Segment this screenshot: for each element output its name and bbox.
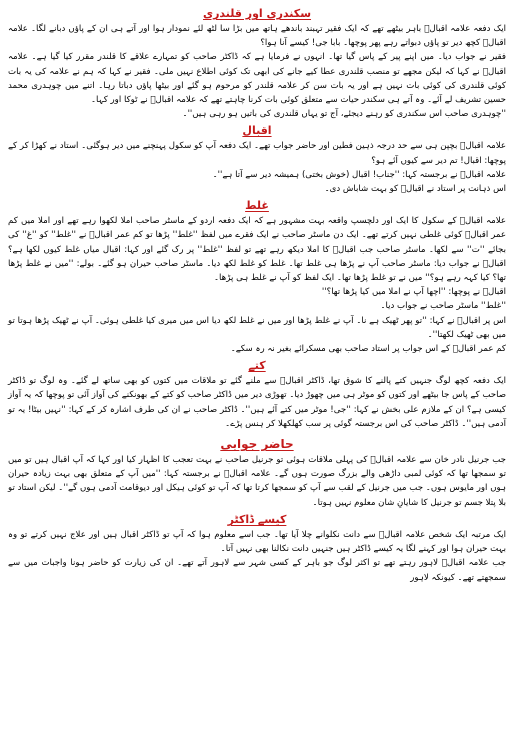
paragraph: ایک دفعہ علامہ اقبالؒ باہر بیٹھے تھے کہ ایک فقیر تہبند باندھے ہاتھ میں بڑا سا لٹھ لئے نمودار ہوا اور آتے ہی ان کے پاؤں دبانے لگا۔ علامہ اقبالؒ کچھ دیر تو پاؤں دبواتے رہے پھر پوچھا۔ بابا جی! کیسے آنا ہوا؟ [8, 24, 506, 49]
section-title-sikandari: سکندری اور قلندری [202, 7, 312, 20]
section-title-kuttay: کتے [248, 359, 266, 373]
section-title-hazir-jawabi: حاضر جوابی [220, 437, 294, 452]
paragraph: اس پر اقبالؒ نے کہا: ''تو پھر ٹھیک ہے نا۔ آپ نے غلط پڑھا اور میں نے غلط لکھ دیا اس میں میری کیا غلطی ہوئی۔ آپ نے ٹھیک پڑھا ہوتا تو میں بھی ٹھیک لکھتا''۔ [8, 315, 506, 340]
paragraph: کم عمر اقبالؒ کے اس جواب پر استاد صاحب بھی مسکرائے بغیر نہ رہ سکے۔ [230, 344, 506, 355]
paragraph: فقیر نے جواب دیا۔ میں اپنے پیر کے پاس گیا تھا۔ انہوں نے فرمایا ہے کہ ڈاکٹر صاحب کو تمہارے علاقے کا قلندر مقرر کیا گیا ہے۔ علامہ اقبالؒ نے کہا کہ لیکن مجھے تو منصب قلندری عطا کیے جانے کی ابھی تک کوئی اطلاع نہیں ملی۔ فقیر نے کہا کہ ہم نے علامہ کی یہ بات کوئی قلندری کی کوئی بات نہیں ہے اور یہ بات سن کر علامہ قلندر کو مرحوم ہو گئے اور بیٹھا پاؤں دباتا رہا۔ اتنے میں چوہدری محمد حسین تشریف لے آئے۔ وہ آتے ہی سکندر حیات سے متعلق کوئی بات کرنا چاہتے تھے کہ علامہ اقبالؒ نے ٹوکا اور کہا۔ [8, 52, 506, 106]
section-title-ghalat: غلط [245, 199, 269, 213]
paragraph: ایک مرتبہ ایک شخص علامہ اقبالؒ سے دانت نکلوانے چلا آیا تھا۔ جب اسے معلوم ہوا کہ آپ تو ڈاکٹر اقبال ہیں اور علاج نہیں کرتے تو وہ بہت حیران ہوا اور کہنے لگا یہ کیسے ڈاکٹر ہیں جنہیں دانت نکالنا بھی نہیں آتا۔ [8, 529, 506, 555]
paragraph: علامہ اقبالؒ کے سکول کا ایک اور دلچسپ واقعہ بہت مشہور ہے کہ ایک دفعہ اردو کے ماسٹر صاحب املا لکھوا رہے تھے اور املا میں کم عمر اقبالؒ کوئی غلطی نہیں کرتے تھے۔ ایک دن ماسٹر صاحب نے ایک فقرے میں لفظ ''غلط'' پڑھا تو کم عمر اقبالؒ نے ''غلط'' کو ''غ'' کی بجائے ''ت'' سے لکھا۔ ماسٹر صاحب جب اقبالؒ کا املا دیکھ رہے تھے تو لفظ ''غلط'' پر رک گئے اور کہا: اقبال میاں غلط کیوں لکھا ہے؟ اقبالؒ نے جواب دیا: ماسٹر صاحب آپ نے پڑھا ہی غلط تھا۔ غلط کو غلط لکھ دیا۔ ماسٹر صاحب حیران ہو گئے۔ بولے: ''میں نے غلط پڑھا تھا؟ کیا کہہ رہے ہو؟'' میں نے تو غلط پڑھا تھا۔ ایک لفظ کو آپ نے غلط ہی پڑھا۔ [8, 216, 506, 284]
quote-line: ''چوہدری صاحب اس سکندری کو رہنے دیجئے، آج تو یہاں قلندری کی باتیں ہو رہی ہیں''۔ [182, 109, 506, 120]
paragraph: ''غلط'' ماسٹر صاحب نے جواب دیا۔ [380, 301, 506, 312]
paragraph: علامہ اقبالؒ بچپن ہی سے حد درجہ ذہین فطین اور حاضر جواب تھے۔ ایک دفعہ آپ کو سکول پہنچنے میں دیر ہوگئی۔ استاد نے کھڑا کر کے پوچھا: اقبال! تم دیر سے کیوں آئے ہو؟ [8, 141, 506, 166]
paragraph: اس ذہانت پر استاد نے اقبالؒ کو بہت شاباش دی۔ [324, 184, 506, 195]
paragraph: ایک دفعہ کچھ لوگ جنہیں کتے پالنے کا شوق تھا، ڈاکٹر اقبالؒ سے ملنے گئے تو ملاقات میں کتوں کو بھی ساتھ لے گئے۔ وہ لوگ تو ڈاکٹر صاحب کے پاس جا بیٹھے اور کتوں کو موٹر ہی میں چھوڑ دیا۔ تھوڑی دیر میں ڈاکٹر صاحب کو کتے کے بھونکنے کی آواز آئی تو پوچھا کہ یہ آواز کیسی ہے؟ ان کے ملازم علی بخش نے کہا: ''جی! موٹر میں کتے آئے ہیں''۔ ڈاکٹر صاحب نے ان کی طرف اشارہ کر کے کہا: ''نہیں بیٹا! یہ تو آدمی ہیں''۔ ڈاکٹر صاحب کی اس برجستہ گوئی پر سب کھلکھلا کر ہنس پڑے۔ [8, 376, 506, 429]
paragraph: اقبالؒ نے پوچھا: ''اچھا آپ نے املا میں کیا پڑھا تھا؟'' [321, 287, 506, 298]
paragraph: جب علامہ اقبالؒ لاہور رہتے تھے تو اکثر لوگ جو باہر کے کسی شہر سے لاہور آتے تھے۔ ان کی زیارت کو حاضر ہونا واجبات میں سے سمجھتے تھے۔ کیونکہ لاہور [8, 558, 506, 583]
paragraph: علامہ اقبالؒ نے برجستہ کہا: ''جناب! اقبال (خوش بختی) ہمیشہ دیر سے آتا ہے''۔ [212, 169, 506, 180]
paragraph: جب جرنیل نادر خان سے علامہ اقبالؒ کی پہلی ملاقات ہوئی تو جرنیل صاحب نے بہت تعجب کا اظہار کیا اور کہا کہ آپ اقبال ہیں تو میں تو سمجھا تھا کہ کوئی لمبی داڑھی والے بزرگ صورت ہوں گے۔ علامہ اقبالؒ نے برجستہ کہا: ''میں آپ کے متعلق بھی بہت زیادہ حیران ہوں اور مایوس ہوں۔ جب میں جرنیل کے لقب سے آپ کو سمجھا کرتا تھا کہ آپ تو کوئی ہیکل اور دیوقامت آدمی ہوں گے''۔ لیکن استاد تو بلا پتلا جسم تو جرنیل کا شایانِ شان معلوم نہیں ہوتا۔ [8, 455, 506, 508]
section-title-kaise-doctor: کیسے ڈاکٹر [227, 512, 287, 526]
section-title-iqbal: اقبال [242, 124, 272, 138]
